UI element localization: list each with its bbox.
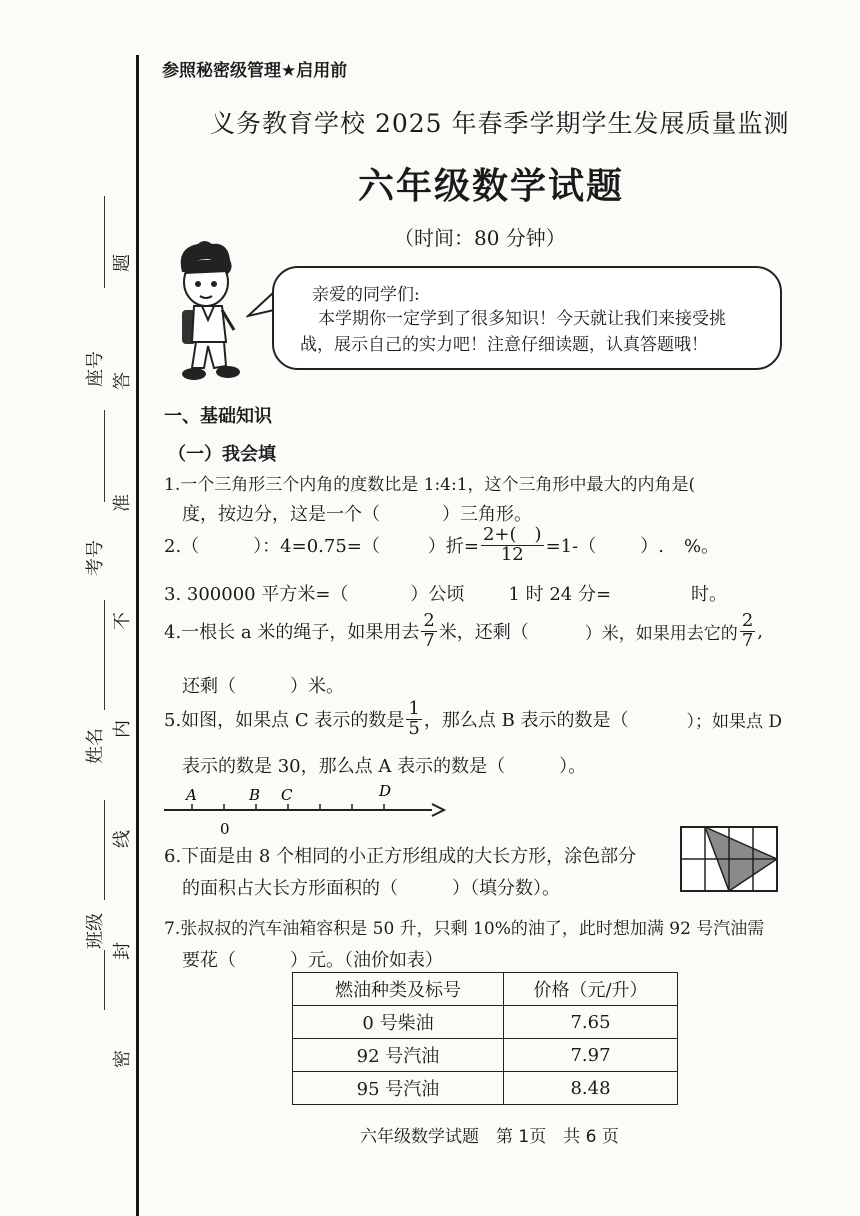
- q2-text-a: 2.（: [164, 536, 200, 558]
- name-blank: [104, 600, 105, 710]
- q4-fraction-1: [421, 612, 436, 651]
- q3-text-b: ）公顷: [410, 584, 465, 605]
- q5-text-c: ）；如果点 D: [686, 711, 783, 732]
- q5-text-b: ，那么点 B 表示的数是（: [423, 710, 629, 732]
- q4-text-d: ,: [757, 620, 763, 642]
- exam-title: 六年级数学试题: [358, 165, 625, 207]
- fuel-price-table: [292, 972, 678, 1105]
- exam-number-label: 考号: [85, 540, 106, 576]
- shaded-rectangle-diagram: [680, 826, 780, 892]
- table-cell: 0 号柴油: [293, 1006, 504, 1039]
- q1-text-b: ）三角形。: [442, 504, 532, 525]
- subsection-heading: （一）我会填: [168, 444, 276, 465]
- q2-frac-num: 2+( ): [482, 524, 542, 545]
- table-cell: 7.65: [504, 1006, 678, 1039]
- q5-line1: [164, 700, 782, 739]
- binding-line: [136, 55, 139, 1216]
- q4-line1: [164, 612, 763, 651]
- number-line-point-c: C: [281, 786, 293, 804]
- confidential-label: 参照秘密级管理★启用前: [162, 61, 348, 81]
- q2-text-f: %。: [683, 536, 720, 558]
- table-row: [293, 1006, 678, 1039]
- table-cell: 95 号汽油: [293, 1072, 504, 1105]
- seal-char: 题: [112, 254, 133, 272]
- table-header-cell: 价格（元/升）: [504, 973, 678, 1006]
- exam-number-blank: [104, 410, 105, 502]
- q2-fraction: [481, 526, 544, 565]
- seal-char: 不: [112, 612, 133, 630]
- q4-text-c: ）米，如果用去它的: [584, 623, 738, 644]
- seal-char: 封: [112, 942, 133, 960]
- q2-text-b: ）：4=0.75=（: [253, 536, 380, 558]
- q5-frac-num: 1: [408, 698, 420, 719]
- greeting-line1: 本学期你一定学到了很多知识！今天就让我们来接受挑: [318, 309, 726, 329]
- table-row: [293, 1039, 678, 1072]
- number-line-diagram: [160, 780, 450, 840]
- q1-text-a: 度，按边分，这是一个（: [182, 504, 380, 525]
- q7-line2: 要花（ ）元。（油价如表）: [182, 950, 443, 971]
- q4-frac2-den: 7: [741, 629, 754, 651]
- q4-line2: 还剩（ ）米。: [182, 676, 344, 697]
- q3-text-c: 1 时 24 分=: [508, 584, 612, 605]
- q1-line1: 1.一个三角形三个内角的度数比是 1:4:1，这个三角形中最大的内角是(: [164, 475, 696, 495]
- q5-fraction: [406, 700, 421, 739]
- number-line-point-d: D: [379, 782, 392, 800]
- q7-line1: 7.张叔叔的汽车油箱容积是 50 升，只剩 10%的油了，此时想加满 92 号汽油需: [164, 919, 765, 939]
- q2-text-d: =1-（: [545, 536, 597, 558]
- name-label: 姓名: [85, 728, 106, 764]
- q1-line2: [182, 500, 532, 526]
- seal-char: 准: [112, 494, 133, 512]
- seat-number-blank: [104, 196, 105, 288]
- q4-text-a: 4.一根长 a 米的绳子，如果用去: [164, 622, 420, 644]
- q6-line2: 的面积占大长方形面积的（ ）（填分数）。: [182, 878, 560, 899]
- table-row: [293, 1072, 678, 1105]
- q3-text-d: 时。: [691, 584, 728, 605]
- page-footer: 六年级数学试题 第 1页 共 6 页: [360, 1127, 619, 1147]
- section-heading: 一、基础知识: [164, 406, 272, 427]
- greeting-salutation: 亲爱的同学们:: [312, 285, 420, 305]
- table-header-row: [293, 973, 678, 1006]
- seal-char: 线: [112, 830, 133, 848]
- seal-char: 答: [112, 372, 133, 390]
- q4-frac2-num: 2: [741, 610, 754, 631]
- q3-line: [164, 580, 727, 606]
- q4-fraction-2: [740, 612, 755, 651]
- q2-frac-den: 12: [500, 543, 524, 565]
- number-line-zero: 0: [220, 820, 230, 838]
- q4-frac-num: 2: [423, 610, 435, 631]
- class-blank-lower: [104, 950, 105, 1010]
- seat-number-label: 座号: [85, 351, 106, 387]
- table-cell: 7.97: [504, 1039, 678, 1072]
- table-header-cell: 燃油种类及标号: [293, 973, 504, 1006]
- table-cell: 92 号汽油: [293, 1039, 504, 1072]
- q2-text-e: ）.: [640, 536, 664, 558]
- school-title: 义务教育学校 2025 年春季学期学生发展质量监测: [210, 109, 790, 138]
- q4-text-b: 米，还剩（: [438, 622, 529, 644]
- q5-line2: 表示的数是 30，那么点 A 表示的数是（ ）。: [182, 756, 587, 777]
- q5-text-a: 5.如图，如果点 C 表示的数是: [164, 710, 405, 732]
- number-line-point-b: B: [249, 786, 261, 804]
- class-blank: [104, 800, 105, 900]
- greeting-line2: 战，展示自己的实力吧！注意仔细读题，认真答题哦！: [300, 335, 708, 355]
- cartoon-boy-icon: [168, 238, 258, 386]
- seal-char: 内: [112, 720, 133, 738]
- q2-line: [164, 526, 719, 565]
- q6-line1: 6.下面是由 8 个相同的小正方形组成的大长方形，涂色部分: [164, 846, 637, 867]
- q2-text-c: ）折=: [427, 536, 479, 558]
- time-note: （时间：80 分钟）: [394, 226, 566, 250]
- q4-frac-den: 7: [423, 629, 435, 651]
- q3-text-a: 3. 300000 平方米=（: [164, 584, 349, 605]
- seal-char: 密: [112, 1050, 133, 1068]
- table-cell: 8.48: [504, 1072, 678, 1105]
- number-line-point-a: A: [186, 786, 197, 804]
- class-label: 班级: [85, 913, 106, 949]
- q5-frac-den: 5: [408, 717, 420, 739]
